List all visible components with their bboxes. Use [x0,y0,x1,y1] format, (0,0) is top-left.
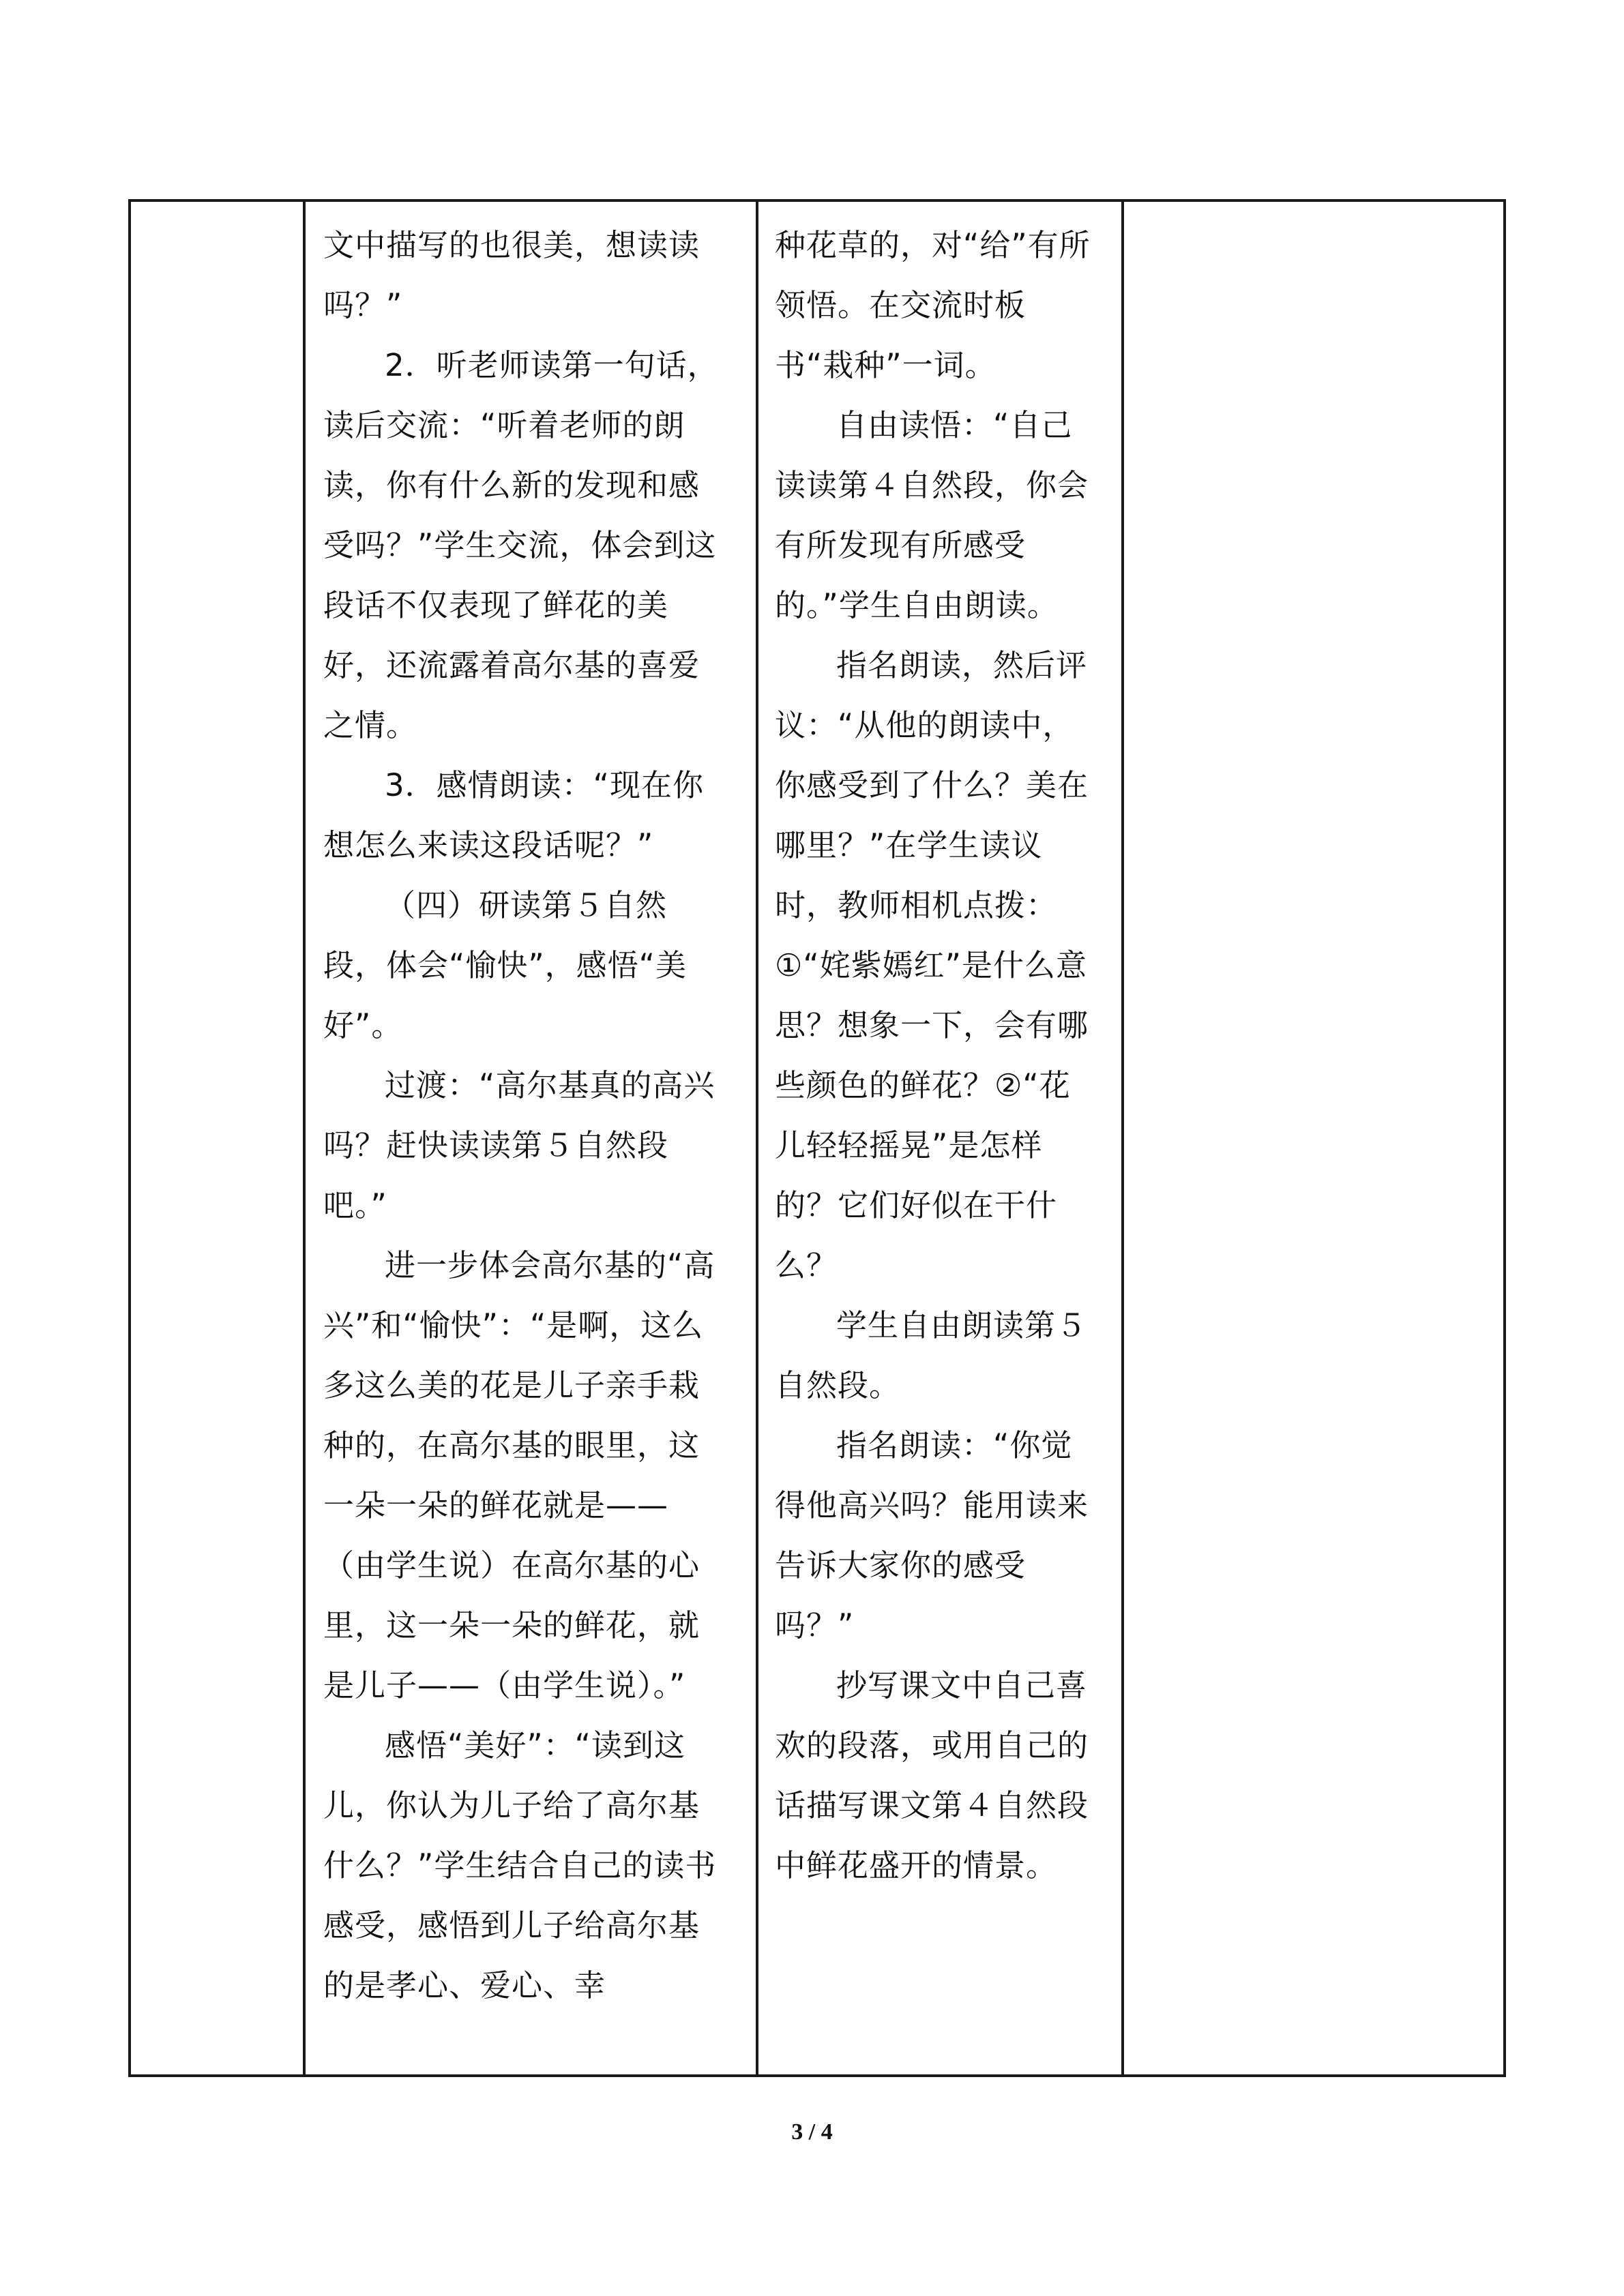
paragraph: 感悟“美好”：“读到这儿，你认为儿子给了高尔基什么？”学生结合自己的读书感受，感悟到儿子给高尔基的是孝心、爱心、幸 [323,1727,717,2003]
section-heading: （四）研读第５自然段，体会“愉快”，感悟“美好”。 [323,887,687,1043]
paragraph: 文中描写的也很美，想读读吗？” [323,227,700,323]
table-cell-empty-left [130,200,304,2076]
paragraph: 自由读悟：“自己读读第４自然段，你会有所发现有所感受的。”学生自由朗读。 [775,407,1089,623]
page-number: 3 / 4 [791,2119,833,2145]
table-row [130,200,1505,2076]
paragraph: 3．感情朗读：“现在你想怎么来读这段话呢？” [323,767,704,863]
table-cell-teacher-activity [304,200,757,2076]
paragraph: 指名朗读，然后评议：“从他的朗读中，你感受到了什么？美在哪里？”在学生读议时，教师相机点拨：①“姹紫嫣红”是什么意思？想象一下，会有哪些颜色的鲜花？②“花儿轻轻摇晃”是怎样的？它们好似在干什么？ [775,647,1089,1283]
paragraph: 2．听老师读第一句话，读后交流：“听着老师的朗读，你有什么新的发现和感受吗？”学生交流，体会到这段话不仅表现了鲜花的美好，还流露着高尔基的喜爱之情。 [323,347,719,743]
paragraph: 学生自由朗读第５自然段。 [775,1307,1088,1403]
paragraph: 种花草的，对“给”有所领悟。在交流时板书“栽种”一词。 [775,227,1091,383]
table-cell-student-activity [757,200,1123,2076]
paragraph: 指名朗读：“你觉得他高兴吗？能用读来告诉大家你的感受吗？” [775,1427,1089,1643]
paragraph: 过渡：“高尔基真的高兴吗？赶快读读第５自然段吧。” [323,1067,715,1223]
paragraph: 进一步体会高尔基的“高兴”和“愉快”：“是啊，这么多这么美的花是儿子亲手栽种的，在高尔基的眼里，这一朵一朵的鲜花就是——（由学生说）在高尔基的心里，这一朵一朵的鲜花，就是儿子——（由学生说）。” [323,1247,715,1703]
paragraph: 抄写课文中自己喜欢的段落，或用自己的话描写课文第４自然段中鲜花盛开的情景。 [775,1667,1089,1883]
lesson-plan-table [128,199,1506,2077]
table-cell-empty-right [1123,200,1505,2076]
